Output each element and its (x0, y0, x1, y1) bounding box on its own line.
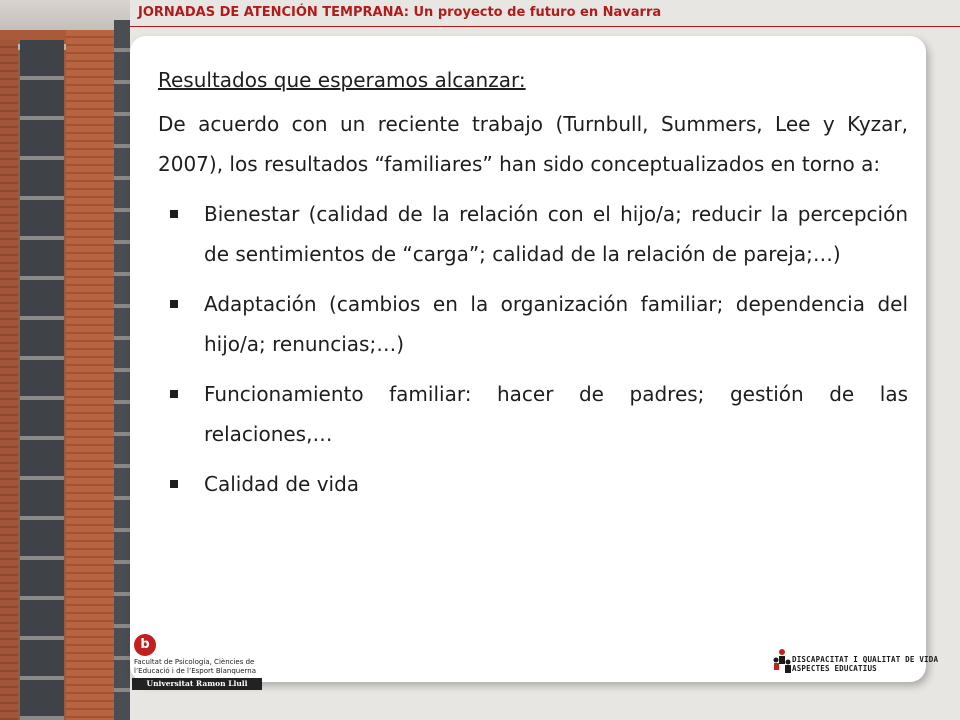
bullet-text: Funcionamiento familiar: hacer de padres; gestión de las relaciones,… (204, 382, 908, 446)
header-title: JORNADAS DE ATENCIÓN TEMPRANA: Un proyecto de futuro en Navarra (138, 5, 662, 20)
building-photo (0, 0, 130, 720)
square-bullet-icon (170, 210, 178, 218)
photo-facade (114, 20, 130, 720)
bullet-item (158, 374, 908, 454)
bullet-list (158, 194, 908, 504)
photo-brick-column-left (0, 40, 18, 720)
logo-line-2: ASPECTES EDUCATIUS (792, 664, 877, 673)
bullet-item (158, 464, 908, 504)
slide-content (158, 60, 908, 504)
bullet-text: Bienestar (calidad de la relación con el hijo/a; reducir la percepción de sentimientos de “carga”; calidad de la relación de pareja;…) (204, 202, 908, 266)
bullet-item (158, 284, 908, 364)
bullet-item (158, 194, 908, 274)
square-bullet-icon (170, 480, 178, 488)
bullet-text: Calidad de vida (204, 472, 360, 496)
blanquerna-mark-icon: b (134, 634, 156, 656)
square-bullet-icon (170, 390, 178, 398)
blanquerna-logo (132, 634, 264, 688)
disability-quality-logo (772, 644, 939, 678)
slide-heading: Resultados que esperamos alcanzar: (158, 68, 526, 92)
university-name: Universitat Ramon Llull (132, 678, 262, 690)
photo-brick-column-right (66, 30, 114, 720)
faculty-name: Facultat de Psicologia, Ciències de l’Educació i de l’Esport Blanquerna (134, 658, 257, 675)
slide-intro: De acuerdo con un reciente trabajo (Turnbull, Summers, Lee y Kyzar, 2007), los resultados “familiares” han sido conceptualizados en torno a: (158, 112, 908, 176)
bullet-text: Adaptación (cambios en la organización familiar; dependencia del hijo/a; renuncias;…) (204, 292, 908, 356)
photo-windows (20, 40, 64, 720)
square-bullet-icon (170, 300, 178, 308)
logo-line-1: DISCAPACITAT I QUALITAT DE VIDA (792, 655, 939, 664)
header-divider (130, 26, 960, 27)
